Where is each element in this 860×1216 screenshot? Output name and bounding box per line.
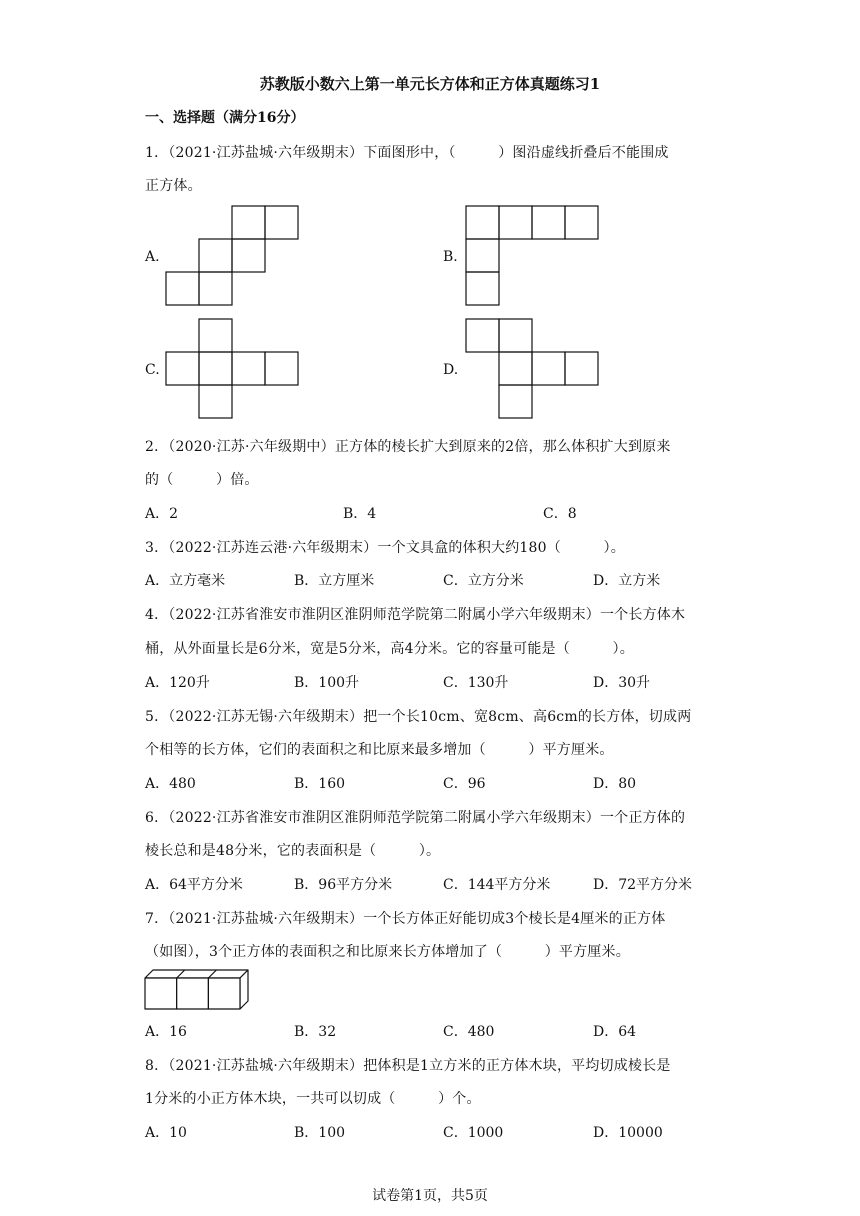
q5-option-b[interactable]: B．160 <box>294 776 346 792</box>
q3-option-b[interactable]: B．立方厘米 <box>294 573 375 589</box>
q8-option-d[interactable]: D．10000 <box>593 1125 663 1141</box>
question-5-line-1: 5．（2022·江苏无锡·六年级期末）把一个长10cm、宽8cm、高6cm的长方体，切成两 <box>145 709 692 725</box>
q7-three-cubes-figure <box>145 970 249 1010</box>
question-4-line-1: 4．（2022·江苏省淮安市淮阴区淮阴师范学院第二附属小学六年级期末）一个长方体木 <box>145 607 686 623</box>
question-1-line-2: 正方体。 <box>145 178 202 194</box>
q3-option-d[interactable]: D．立方米 <box>593 573 661 589</box>
question-2-line-2: 的（ ）倍。 <box>145 472 259 488</box>
question-3-line-1: 3．（2022·江苏连云港·六年级期末）一个文具盒的体积大约180（ ）。 <box>145 540 625 556</box>
q7-option-b[interactable]: B．32 <box>294 1024 337 1040</box>
q8-option-b[interactable]: B．100 <box>294 1125 346 1141</box>
q7-option-d[interactable]: D．64 <box>593 1024 637 1040</box>
question-1-line-1: 1．（2021·江苏盐城·六年级期末）下面图形中，（ ）图沿虚线折叠后不能围成 <box>145 145 669 161</box>
q1-option-a-label[interactable]: A. <box>145 249 160 265</box>
q1-net-d-figure <box>466 319 599 419</box>
q8-option-a[interactable]: A．10 <box>145 1125 187 1141</box>
q1-net-b-figure <box>466 206 599 306</box>
q5-option-c[interactable]: C．96 <box>443 776 486 792</box>
q5-option-d[interactable]: D．80 <box>593 776 637 792</box>
q4-option-c[interactable]: C．130升 <box>443 675 509 691</box>
question-4-line-2: 桶，从外面量长是6分米，宽是5分米，高4分米。它的容量可能是（ ）。 <box>145 641 634 657</box>
q3-option-c[interactable]: C．立方分米 <box>443 573 524 589</box>
question-2-line-1: 2．（2020·江苏·六年级期中）正方体的棱长扩大到原来的2倍，那么体积扩大到原来 <box>145 439 671 455</box>
q4-option-b[interactable]: B．100升 <box>294 675 360 691</box>
q6-option-b[interactable]: B．96平方分米 <box>294 877 393 893</box>
q8-option-c[interactable]: C．1000 <box>443 1125 504 1141</box>
q1-option-b-label[interactable]: B. <box>443 249 458 265</box>
section-heading: 一、选择题（满分16分） <box>145 110 305 126</box>
q2-option-b[interactable]: B．4 <box>343 506 377 522</box>
page-title: 苏教版小数六上第一单元长方体和正方体真题练习1 <box>259 75 601 93</box>
q6-option-d[interactable]: D．72平方分米 <box>593 877 693 893</box>
q1-net-c-figure <box>166 319 299 419</box>
page-footer: 试卷第1页，共5页 <box>372 1188 488 1204</box>
question-7-line-2: （如图），3个正方体的表面积之和比原来长方体增加了（ ）平方厘米。 <box>145 944 630 960</box>
q7-option-a[interactable]: A．16 <box>145 1024 187 1040</box>
q4-option-a[interactable]: A．120升 <box>145 675 210 691</box>
question-8-line-2: 1分米的小正方体木块，一共可以切成（ ）个。 <box>145 1091 481 1107</box>
question-5-line-2: 个相等的长方体，它们的表面积之和比原来最多增加（ ）平方厘米。 <box>145 742 614 758</box>
question-6-line-1: 6．（2022·江苏省淮安市淮阴区淮阴师范学院第二附属小学六年级期末）一个正方体的 <box>145 810 686 826</box>
q1-option-d-label[interactable]: D. <box>443 362 459 378</box>
q5-option-a[interactable]: A．480 <box>145 776 196 792</box>
q7-option-c[interactable]: C．480 <box>443 1024 495 1040</box>
q6-option-c[interactable]: C．144平方分米 <box>443 877 551 893</box>
q6-option-a[interactable]: A．64平方分米 <box>145 877 243 893</box>
q2-option-a[interactable]: A．2 <box>145 506 179 522</box>
q3-option-a[interactable]: A．立方毫米 <box>145 573 226 589</box>
q2-option-c[interactable]: C．8 <box>543 506 577 522</box>
question-8-line-1: 8．（2021·江苏盐城·六年级期末）把体积是1立方米的正方体木块，平均切成棱长是 <box>145 1058 671 1074</box>
q1-net-a-figure <box>166 206 298 306</box>
question-6-line-2: 棱长总和是48分米，它的表面积是（ ）。 <box>145 843 441 859</box>
question-7-line-1: 7．（2021·江苏盐城·六年级期末）一个长方体正好能切成3个棱长是4厘米的正方体 <box>145 911 666 927</box>
q4-option-d[interactable]: D．30升 <box>593 675 651 691</box>
q1-option-c-label[interactable]: C. <box>145 362 160 378</box>
